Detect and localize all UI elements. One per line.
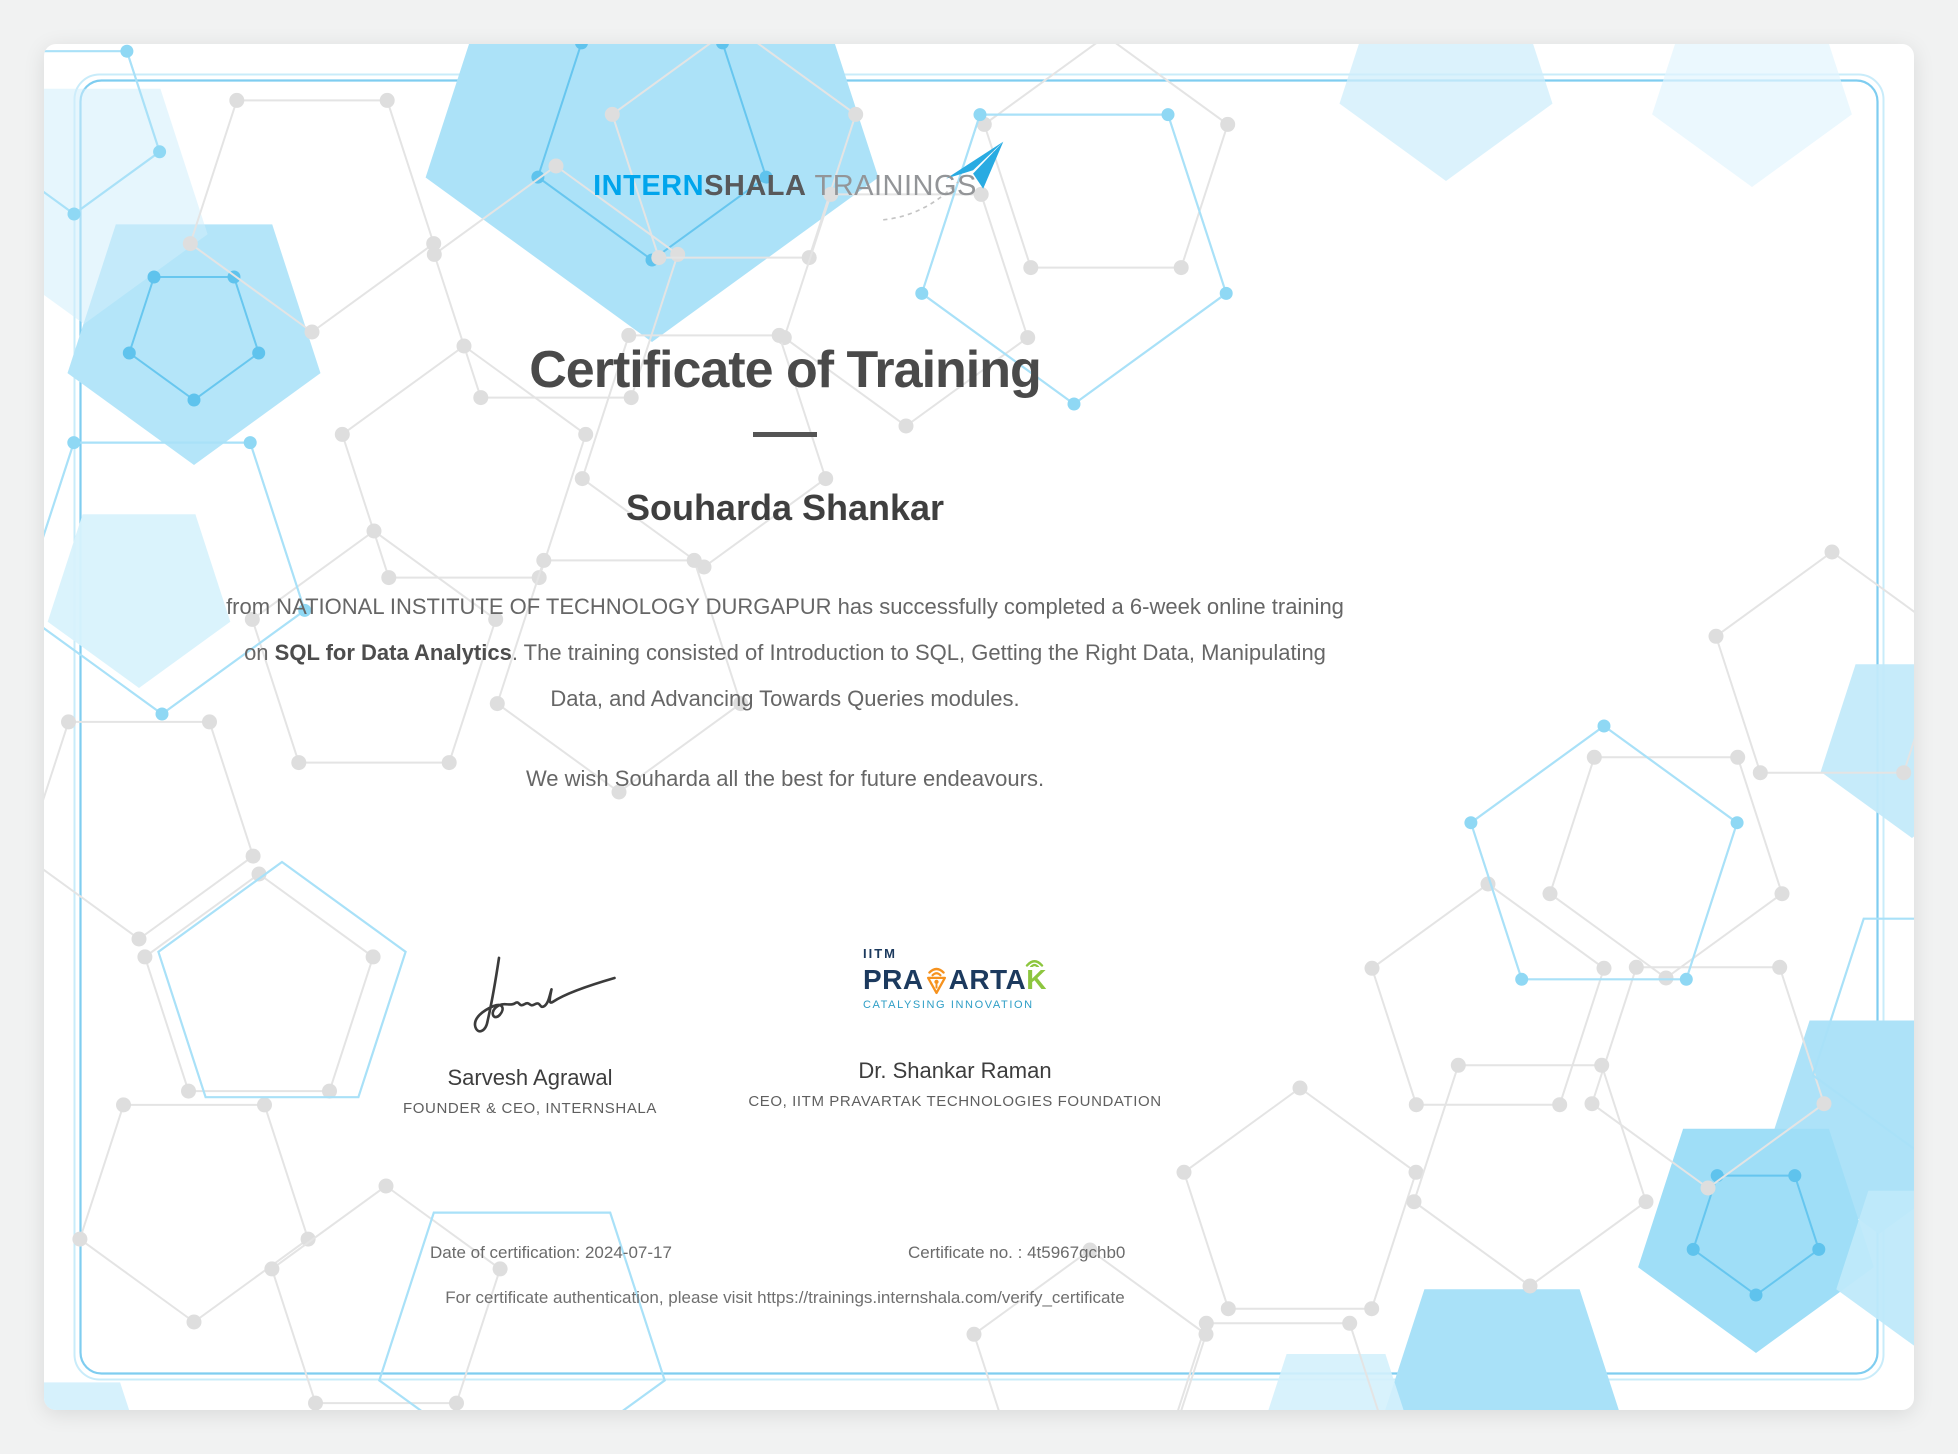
auth-text: For certificate authentication, please visit — [445, 1288, 758, 1307]
wish-text: We wish Souharda all the best for future endeavours. — [525, 766, 1045, 791]
date-value: 2024-07-17 — [584, 1243, 672, 1262]
pravartak-k — [1026, 965, 1047, 995]
signatory-title: FOUNDER & CEO, INTERNSHALA — [403, 1100, 657, 1117]
signature-sarvesh-agrawal — [443, 950, 618, 1048]
body-line2-prefix: on — [244, 640, 275, 665]
date-label: Date of certification: — [430, 1243, 585, 1262]
certificate-body — [205, 584, 1365, 722]
course-name: SQL for Data Analytics — [274, 640, 512, 665]
pravartak-arta: ARTA — [948, 964, 1027, 995]
pravartak-wordmark — [863, 963, 1047, 995]
certificate-number — [908, 1243, 1125, 1263]
signatory-name: Dr. Shankar Raman — [858, 1058, 1052, 1083]
body-line-2 — [205, 630, 1365, 676]
auth-url: https://trainings.internshala.com/verify_certificate — [757, 1288, 1125, 1307]
certificate-number-value: 4t5967gchb0 — [1027, 1243, 1126, 1262]
body-line2-suffix: . The training consisted of Introduction to SQL, Getting the Right Data, Manipulating — [511, 640, 1326, 665]
certificate-content — [44, 44, 1526, 1410]
logo-shala: SHALA — [704, 170, 807, 202]
pravartak-tagline: CATALYSING INNOVATION — [862, 999, 1034, 1011]
logo-trainings: TRAININGS — [806, 170, 977, 202]
location-pin-icon — [925, 965, 948, 996]
certificate-card — [44, 44, 1914, 1410]
logo-wordmark — [405, 170, 1165, 203]
certificate-title: Certificate of Training — [529, 341, 1041, 399]
signatory-name: Sarvesh Agrawal — [447, 1065, 613, 1090]
authentication-note — [44, 1288, 1526, 1308]
body-line-3: Data, and Advancing Towards Queries modules. — [550, 686, 1020, 711]
signatory-right — [655, 947, 1255, 1110]
signal-arcs-icon — [1025, 956, 1044, 967]
iitm-pravartak-logo — [863, 947, 1047, 1031]
signatory-title: CEO, IITM PRAVARTAK TECHNOLOGIES FOUNDATION — [748, 1093, 1162, 1110]
logo-intern: INTERN — [593, 170, 705, 202]
pravartak-k-letter: K — [1026, 964, 1048, 995]
recipient-name: Souharda Shankar — [625, 487, 945, 528]
date-of-certification — [430, 1243, 672, 1263]
certificate-number-label: Certificate no. : — [908, 1243, 1028, 1262]
pravartak-pra: PRA — [862, 964, 924, 995]
internshala-trainings-logo — [405, 140, 1165, 260]
body-line-1: from NATIONAL INSTITUTE OF TECHNOLOGY DURGAPUR has successfully completed a 6-week online training — [226, 594, 1344, 619]
title-divider — [753, 432, 817, 437]
pravartak-iitm: IITM — [862, 946, 897, 961]
